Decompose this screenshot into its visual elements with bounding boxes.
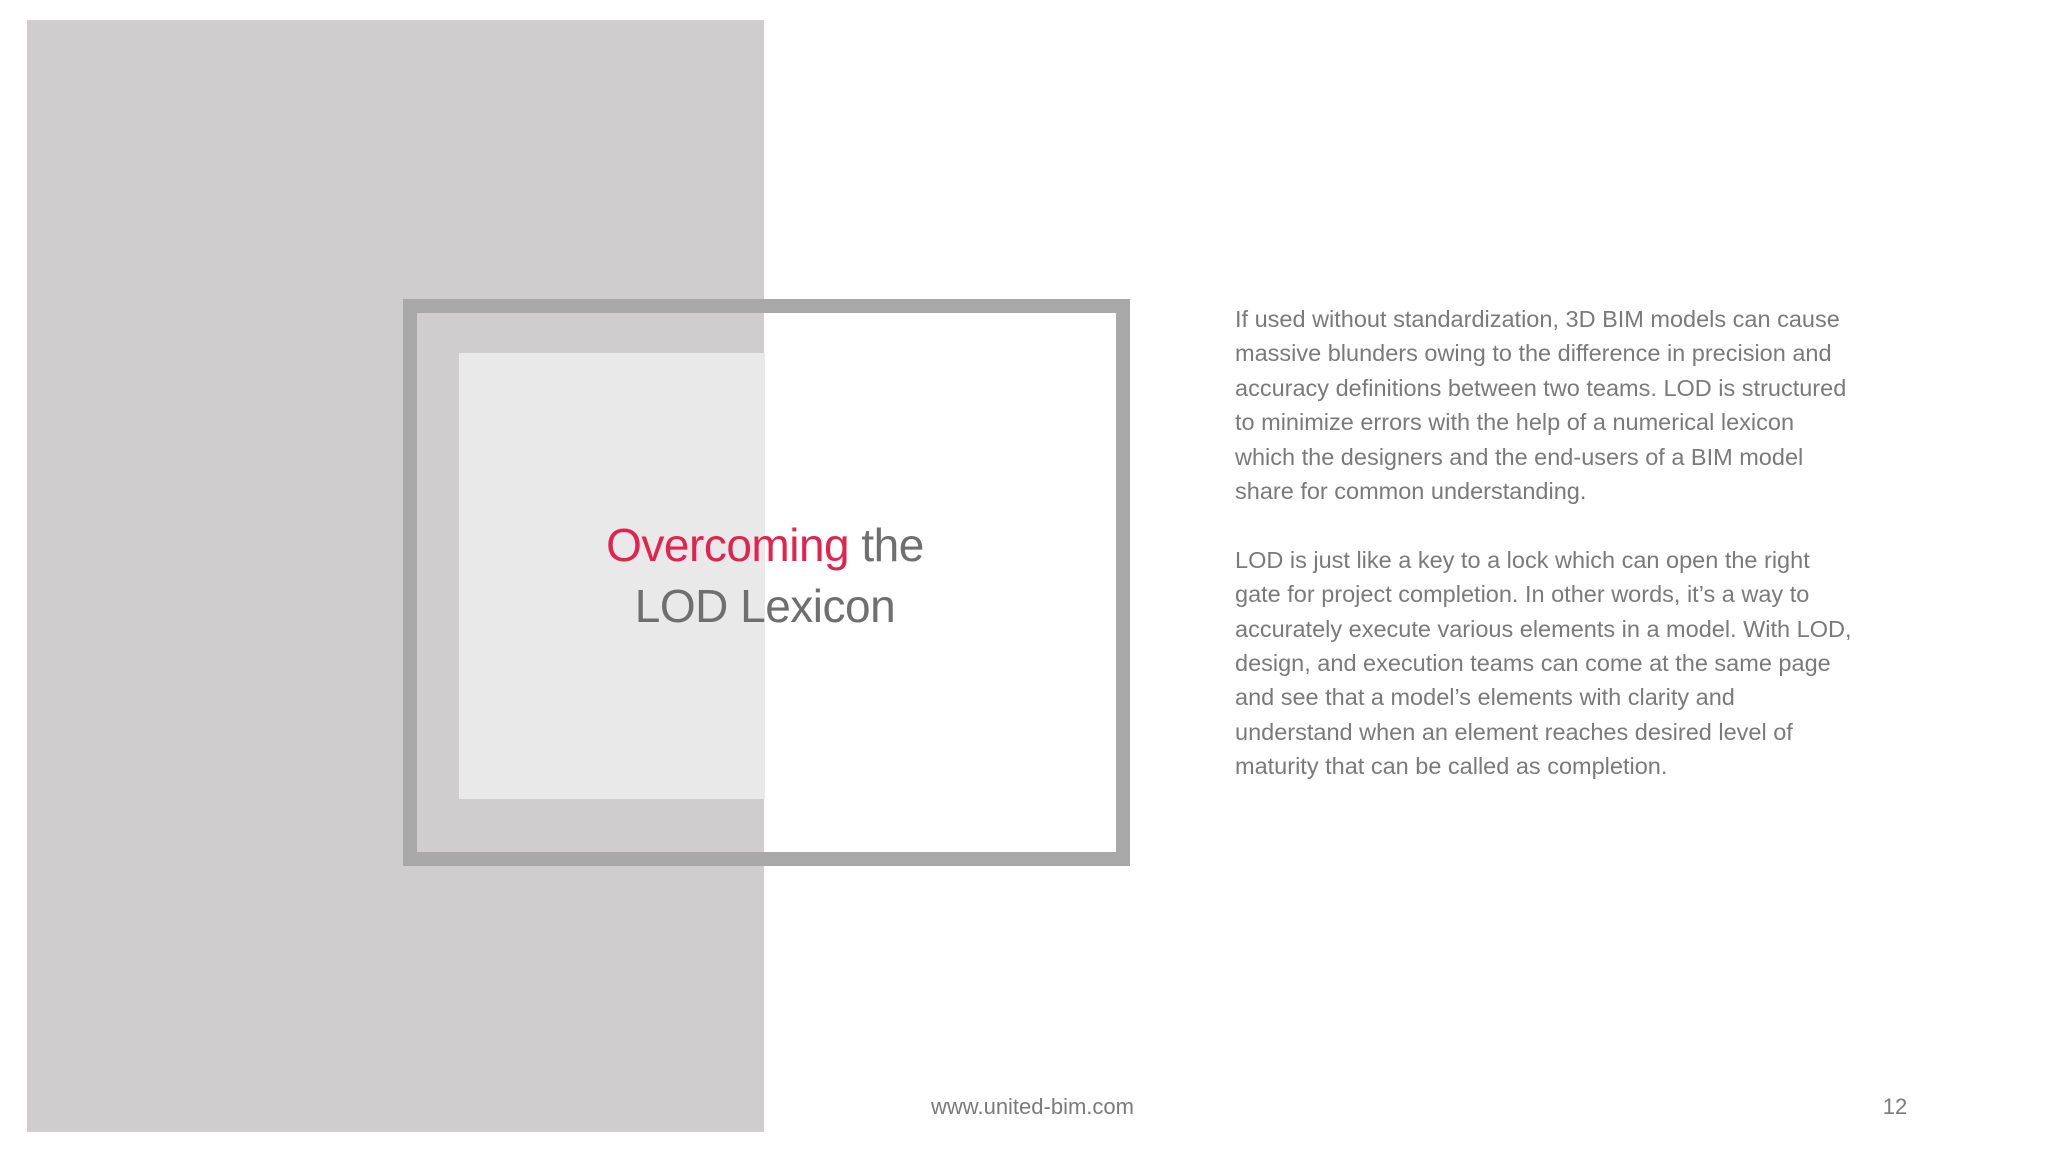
footer-url: www.united-bim.com bbox=[931, 1094, 1134, 1119]
title-accent-word: Overcoming bbox=[606, 519, 850, 571]
page-number: 12 bbox=[1882, 1094, 1908, 1119]
title-line2: LOD Lexicon bbox=[634, 580, 896, 632]
title-line1-rest: the bbox=[849, 519, 924, 571]
body-paragraph-2: LOD is just like a key to a lock which can open the right gate for project completion. In other words, it’s a way to accurately execute various elements in a model. With LOD, design, and execution teams can come at the same page and see that a model’s elements with clarity and understand when an element reaches desired level of maturity that can be called as completion. bbox=[1235, 546, 1852, 780]
body-paragraph-1: If used without standardization, 3D BIM models can cause massive blunders owing to the difference in precision and accuracy definitions between two teams. LOD is structured to minimize errors with the help of a numerical lexicon which the designers and the end-users of a BIM model share for common understanding. bbox=[1235, 306, 1847, 505]
slide-title bbox=[560, 515, 970, 637]
body-text bbox=[1235, 302, 1855, 784]
